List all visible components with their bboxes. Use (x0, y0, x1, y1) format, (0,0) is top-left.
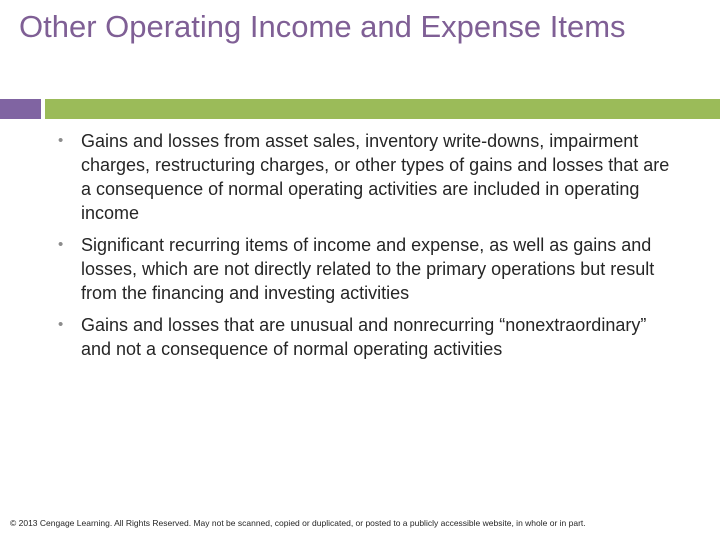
bullet-marker: • (58, 236, 64, 253)
bullet-text: Gains and losses that are unusual and nonrecurring “nonextraordinary” and not a consequence of normal operating activities (81, 315, 647, 359)
bullet-marker: • (58, 132, 64, 149)
bullet-text: Gains and losses from asset sales, inventory write-downs, impairment charges, restructuring charges, or other types of gains and losses that are a consequence of normal operating activities are included in operating income (81, 131, 670, 223)
bullet-text: Significant recurring items of income and expense, as well as gains and losses, which are not directly related to the primary operations but result from the financing and investing activities (81, 235, 655, 303)
bullet-item-recurring-items (58, 233, 678, 305)
bullet-item-asset-gains (58, 129, 678, 225)
copyright-footer: © 2013 Cengage Learning. All Rights Reserved. May not be scanned, copied or duplicated, or posted to a publicly accessible website, in whole or in part. (10, 518, 586, 528)
bullet-item-unusual-gains (58, 313, 678, 361)
accent-bar-green (45, 99, 720, 119)
bullet-list (58, 129, 678, 369)
accent-bar-purple (0, 99, 41, 119)
bullet-marker: • (58, 316, 64, 333)
slide-title: Other Operating Income and Expense Items (19, 9, 626, 44)
